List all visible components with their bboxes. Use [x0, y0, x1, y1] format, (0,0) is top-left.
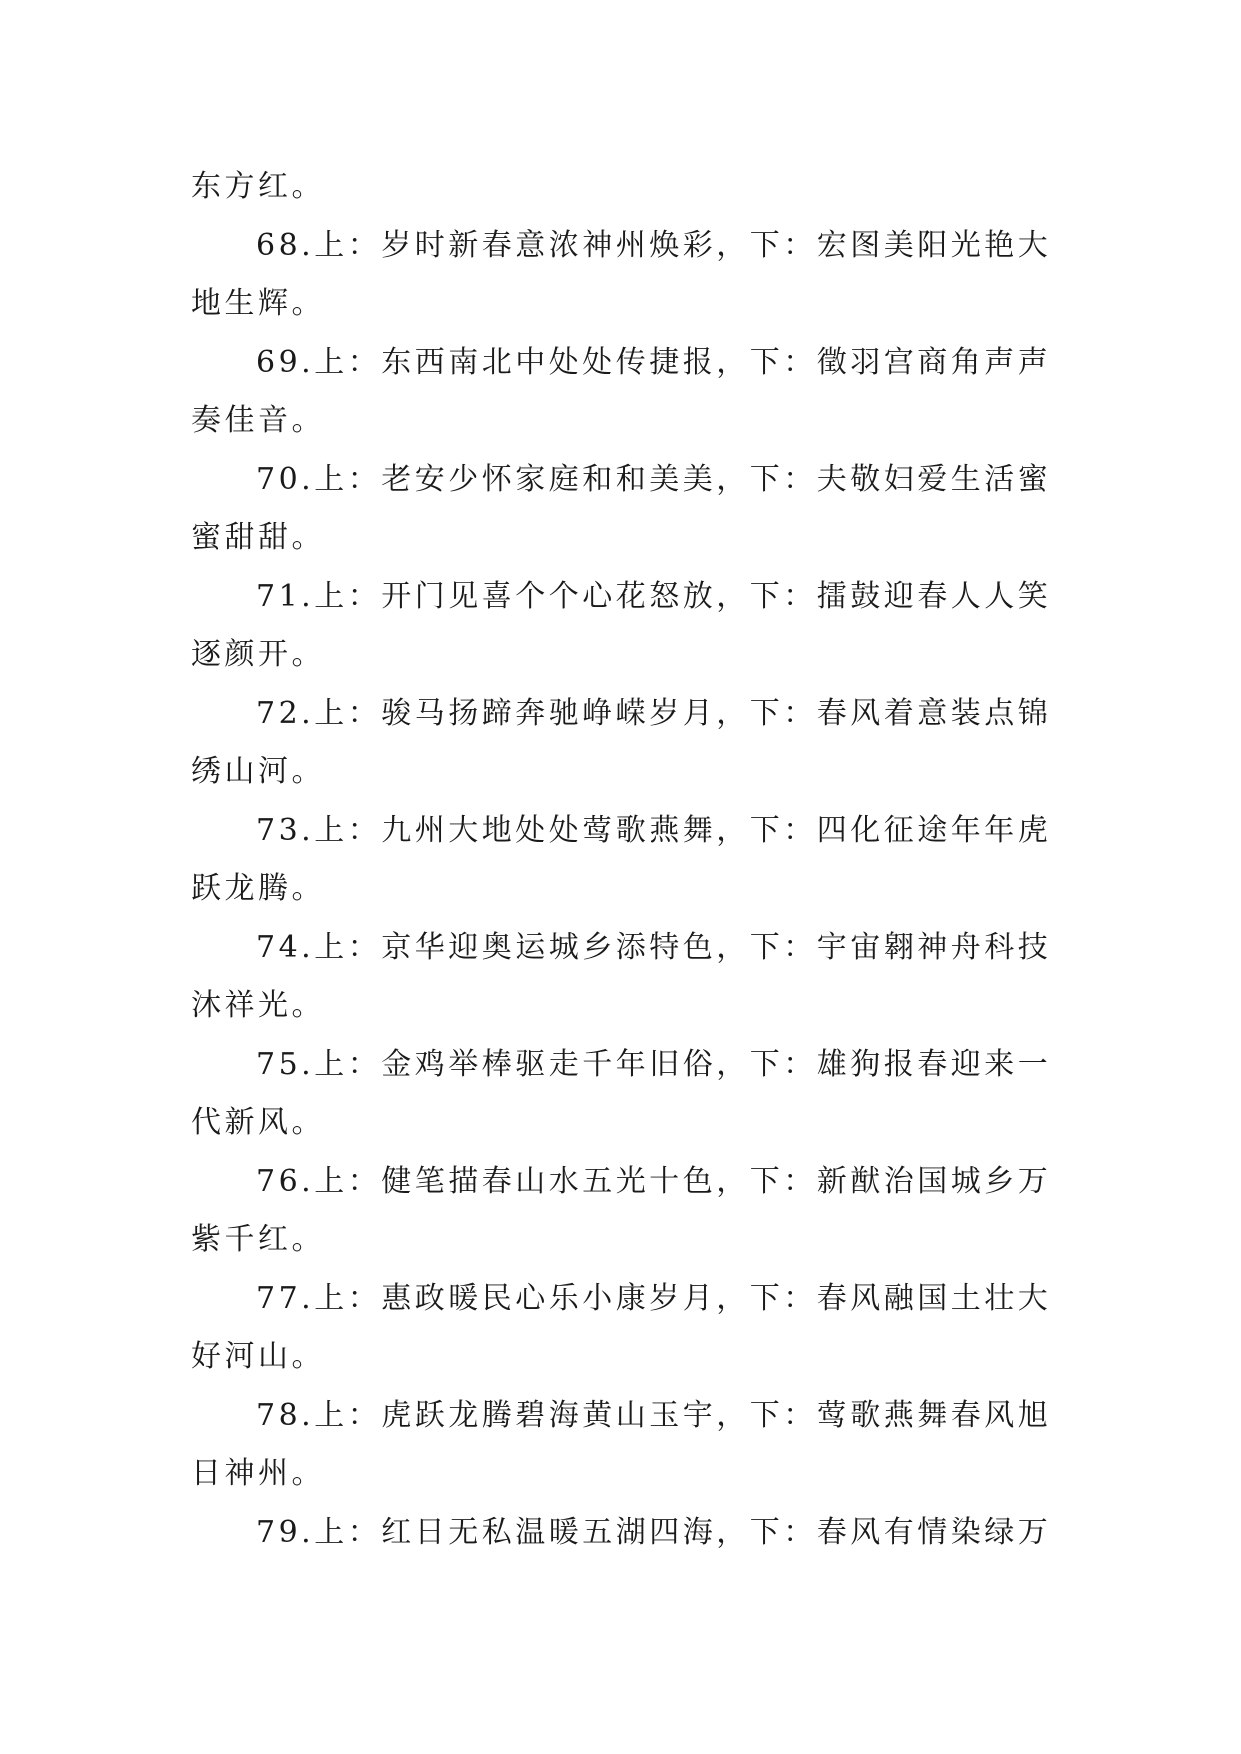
text-line: 东方红。: [191, 169, 325, 204]
text-line: 逐颜开。: [191, 637, 325, 672]
text-line: 紫千红。: [191, 1222, 325, 1257]
couplet-line: 69.上：东西南北中处处传捷报，下：徵羽宫商角声声: [256, 344, 1052, 380]
couplet-line: 74.上：京华迎奥运城乡添特色，下：宇宙翱神舟科技: [256, 929, 1052, 965]
couplet-line: 77.上：惠政暖民心乐小康岁月，下：春风融国土壮大: [256, 1280, 1052, 1316]
couplet-line: 70.上：老安少怀家庭和和美美，下：夫敬妇爱生活蜜: [256, 461, 1052, 497]
text-line: 蜜甜甜。: [191, 520, 325, 555]
couplet-line: 76.上：健笔描春山水五光十色，下：新猷治国城乡万: [256, 1163, 1052, 1199]
couplet-line: 78.上：虎跃龙腾碧海黄山玉宇，下：莺歌燕舞春风旭: [256, 1397, 1052, 1433]
couplet-line: 68.上：岁时新春意浓神州焕彩，下：宏图美阳光艳大: [256, 227, 1052, 263]
text-line: 奏佳音。: [191, 403, 325, 438]
document-body: [191, 158, 1061, 1562]
text-line: 好河山。: [191, 1339, 325, 1374]
text-line: 跃龙腾。: [191, 871, 325, 906]
text-line: 沐祥光。: [191, 988, 325, 1023]
text-line: 日神州。: [191, 1456, 325, 1491]
couplet-line: 75.上：金鸡举棒驱走千年旧俗，下：雄狗报春迎来一: [256, 1046, 1052, 1082]
couplet-line: 73.上：九州大地处处莺歌燕舞，下：四化征途年年虎: [256, 812, 1052, 848]
text-line: 绣山河。: [191, 754, 325, 789]
couplet-line: 79.上：红日无私温暖五湖四海，下：春风有情染绿万: [256, 1514, 1052, 1550]
text-line: 地生辉。: [191, 286, 325, 321]
couplet-line: 71.上：开门见喜个个心花怒放，下：擂鼓迎春人人笑: [256, 578, 1052, 614]
couplet-line: 72.上：骏马扬蹄奔驰峥嵘岁月，下：春风着意装点锦: [256, 695, 1052, 731]
text-line: 代新风。: [191, 1105, 325, 1140]
